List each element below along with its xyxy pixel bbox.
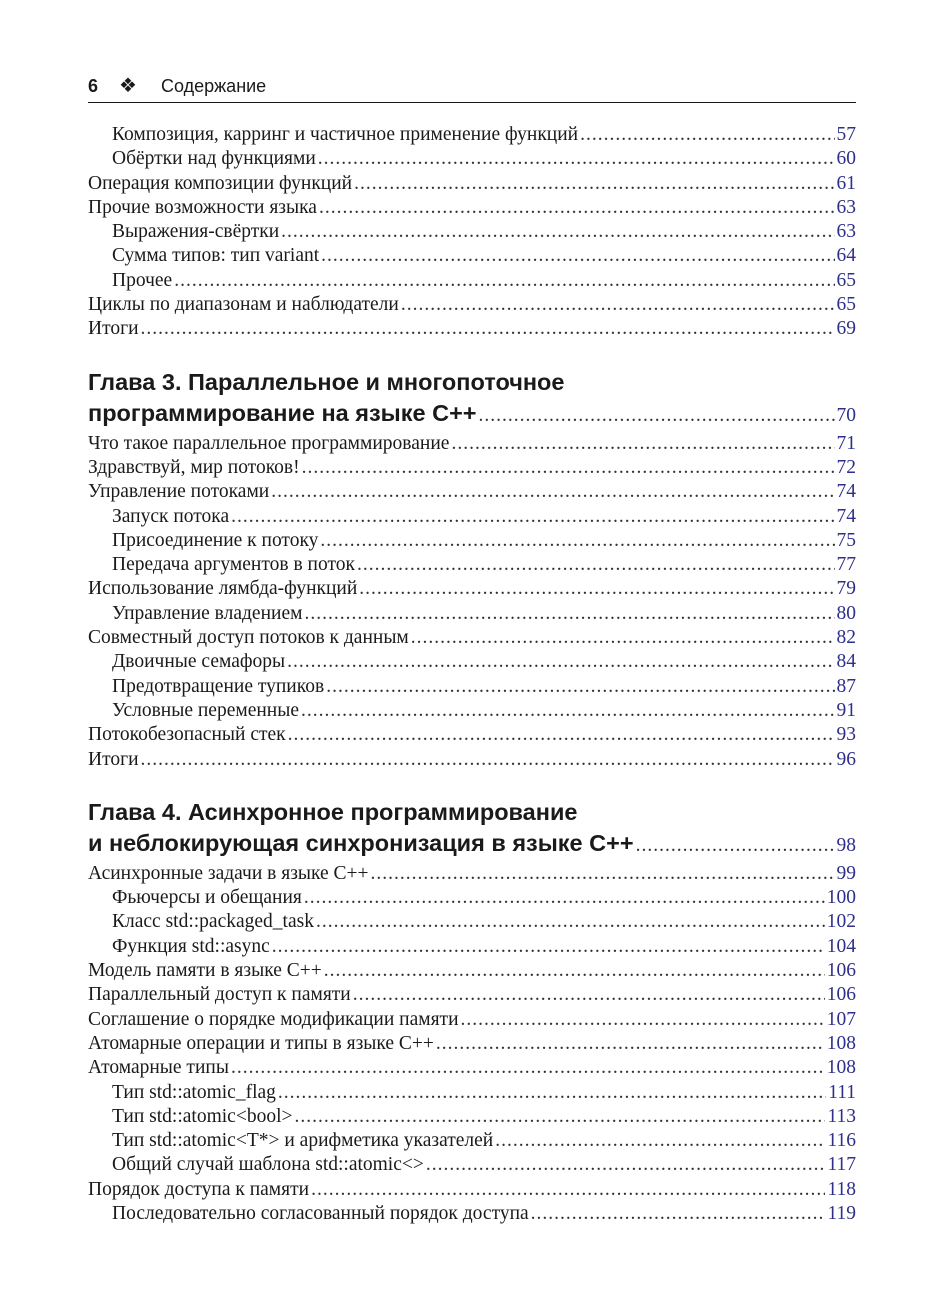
- toc-entry-page: 75: [836, 529, 856, 551]
- dot-leader: [318, 147, 835, 171]
- toc-entry-page: 99: [836, 862, 856, 884]
- toc-entry-title: Управление потоками: [88, 481, 270, 503]
- page-number: 6: [88, 76, 99, 96]
- toc-entry-page: 118: [827, 1178, 856, 1200]
- toc-entry-title: Операция композиции функций: [88, 172, 353, 194]
- dot-leader: [288, 723, 835, 747]
- toc-entry-title: Предотвращение тупиков: [112, 675, 325, 697]
- toc-section-continued: [88, 123, 856, 342]
- toc-entry-title: Сумма типов: тип variant: [112, 245, 320, 267]
- toc-entry[interactable]: [88, 317, 856, 341]
- toc-entry[interactable]: [88, 505, 856, 529]
- dot-leader: [324, 959, 825, 983]
- dot-leader: [401, 293, 835, 317]
- toc-entry-title: Тип std::atomic<T*> и арифметика указателей: [112, 1130, 494, 1152]
- toc-entry-page: 111: [828, 1081, 856, 1103]
- toc-entry[interactable]: [88, 1129, 856, 1153]
- toc-entry-page: 96: [836, 748, 856, 770]
- toc-entry[interactable]: [88, 172, 856, 196]
- table-of-contents: [88, 123, 856, 1226]
- toc-entry-title: Запуск потока: [112, 505, 230, 527]
- dot-leader: [357, 553, 835, 577]
- toc-entry-title: Тип std::atomic<bool>: [112, 1105, 293, 1127]
- toc-entry[interactable]: [88, 1202, 856, 1226]
- dot-leader: [141, 317, 835, 341]
- dot-leader: [304, 886, 825, 910]
- toc-entry-title: Соглашение о порядке модификации памяти: [88, 1008, 459, 1030]
- toc-entry-page: 82: [836, 627, 856, 649]
- toc-entry[interactable]: [88, 886, 856, 910]
- toc-entry[interactable]: [88, 577, 856, 601]
- toc-entry-title: Композиция, карринг и частичное применение функций: [112, 124, 579, 145]
- dot-leader: [319, 196, 835, 220]
- toc-entry[interactable]: [88, 196, 856, 220]
- toc-entry-page: 74: [836, 481, 856, 503]
- dot-leader: [272, 935, 825, 959]
- dot-leader: [495, 1129, 825, 1153]
- toc-entry-title: Здравствуй, мир потоков!: [88, 456, 300, 478]
- toc-entry-title: Модель памяти в языке C++: [88, 960, 322, 982]
- toc-entry-title: Условные переменные: [112, 699, 299, 721]
- toc-entry-title: Параллельный доступ к памяти: [88, 984, 351, 1006]
- toc-entry-page: 57: [836, 124, 856, 145]
- toc-entry-page: 113: [827, 1105, 856, 1127]
- toc-entry-page: 119: [827, 1202, 856, 1224]
- dot-leader: [302, 456, 835, 480]
- toc-entry-page: 116: [827, 1130, 856, 1152]
- dot-leader: [301, 699, 835, 723]
- dot-leader: [479, 400, 835, 431]
- toc-entry-title: Атомарные операции и типы в языке C++: [88, 1032, 434, 1054]
- toc-entry-title: Что такое параллельное программирование: [88, 432, 450, 454]
- dot-leader: [354, 172, 834, 196]
- toc-entry[interactable]: [88, 293, 856, 317]
- dot-leader: [295, 1105, 826, 1129]
- toc-entry-title: Класс std::packaged_task: [112, 911, 314, 933]
- toc-entry-page: 80: [836, 602, 856, 624]
- toc-entry-page: 106: [826, 984, 856, 1006]
- dot-leader: [231, 1056, 825, 1080]
- toc-entry[interactable]: [88, 1008, 856, 1032]
- toc-entry-page: 79: [836, 578, 856, 600]
- chapter-title-line2: и неблокирующая синхронизация в языке C++: [88, 829, 634, 856]
- toc-entry[interactable]: [88, 983, 856, 1007]
- dot-leader: [304, 602, 834, 626]
- toc-entry[interactable]: [88, 1153, 856, 1177]
- chapter-heading-4[interactable]: [88, 797, 856, 859]
- dot-leader: [311, 1178, 825, 1202]
- toc-entry-title: Потокобезопасный стек: [88, 724, 286, 746]
- toc-entry-title: Атомарные типы: [88, 1057, 229, 1079]
- running-header: [88, 72, 856, 103]
- toc-entry[interactable]: [88, 862, 856, 886]
- toc-entry-title: Итоги: [88, 318, 139, 340]
- toc-entry-page: 108: [826, 1032, 856, 1054]
- dot-leader: [371, 862, 835, 886]
- toc-entry[interactable]: [88, 1178, 856, 1202]
- toc-entry-title: Прочие возможности языка: [88, 196, 317, 218]
- running-title: Содержание: [161, 76, 267, 96]
- dot-leader: [271, 480, 834, 504]
- dot-leader: [636, 830, 835, 861]
- toc-entry[interactable]: [88, 123, 856, 147]
- dot-leader: [436, 1032, 825, 1056]
- chapter-heading-3[interactable]: [88, 367, 856, 429]
- dot-leader: [287, 650, 834, 674]
- toc-entry[interactable]: [88, 699, 856, 723]
- toc-entry-title: Последовательно согласованный порядок доступа: [112, 1202, 529, 1224]
- dot-leader: [281, 220, 834, 244]
- toc-entry-page: 108: [826, 1057, 856, 1079]
- toc-entry-page: 65: [836, 294, 856, 316]
- dot-leader: [278, 1081, 826, 1105]
- toc-entry-title: Выражения-свёртки: [112, 221, 280, 243]
- toc-entry[interactable]: [88, 1056, 856, 1080]
- chapter-title-line2: программирование на языке C++: [88, 399, 477, 426]
- toc-entry-page: 107: [826, 1008, 856, 1030]
- toc-entry[interactable]: [88, 959, 856, 983]
- toc-entry-page: 102: [826, 911, 856, 933]
- toc-entry-page: 65: [836, 269, 856, 291]
- dot-leader: [174, 269, 834, 293]
- chapter-page-number: 98: [836, 834, 856, 856]
- toc-entry[interactable]: [88, 748, 856, 772]
- toc-entry[interactable]: [88, 650, 856, 674]
- toc-entry[interactable]: [88, 456, 856, 480]
- toc-entry-title: Общий случай шаблона std::atomic<>: [112, 1154, 424, 1176]
- ornament-icon: ❖: [119, 75, 137, 97]
- dot-leader: [326, 675, 834, 699]
- toc-entry-page: 61: [836, 172, 856, 194]
- toc-entry-page: 93: [836, 724, 856, 746]
- toc-entry[interactable]: [88, 602, 856, 626]
- dot-leader: [461, 1008, 825, 1032]
- toc-entry[interactable]: [88, 935, 856, 959]
- dot-leader: [451, 432, 834, 456]
- toc-entry-title: Использование лямбда-функций: [88, 578, 358, 600]
- toc-entry-page: 87: [836, 675, 856, 697]
- toc-entry-title: Совместный доступ потоков к данным: [88, 627, 409, 649]
- toc-entry-page: 91: [836, 699, 856, 721]
- toc-entry-title: Асинхронные задачи в языке C++: [88, 862, 369, 884]
- dot-leader: [531, 1202, 826, 1226]
- toc-entry[interactable]: [88, 723, 856, 747]
- toc-entry-page: 117: [827, 1154, 856, 1176]
- dot-leader: [411, 626, 835, 650]
- toc-section-chapter4: [88, 862, 856, 1226]
- toc-entry-title: Функция std::async: [112, 935, 270, 957]
- toc-entry[interactable]: [88, 269, 856, 293]
- toc-entry[interactable]: [88, 553, 856, 577]
- toc-entry-title: Итоги: [88, 748, 139, 770]
- chapter-title-line1: Глава 4. Асинхронное программирование: [88, 798, 578, 825]
- toc-entry-title: Прочее: [112, 269, 173, 291]
- toc-entry-page: 71: [836, 432, 856, 454]
- toc-entry[interactable]: [88, 910, 856, 934]
- toc-entry-page: 69: [836, 318, 856, 340]
- toc-entry[interactable]: [88, 1032, 856, 1056]
- toc-entry[interactable]: [88, 529, 856, 553]
- toc-entry-page: 63: [836, 221, 856, 243]
- dot-leader: [353, 983, 825, 1007]
- toc-entry-page: 64: [836, 245, 856, 267]
- toc-entry-title: Присоединение к потоку: [112, 529, 319, 551]
- toc-entry[interactable]: [88, 220, 856, 244]
- toc-entry[interactable]: [88, 432, 856, 456]
- toc-entry-title: Двоичные семафоры: [112, 651, 286, 673]
- dot-leader: [320, 529, 834, 553]
- toc-entry-title: Фьючерсы и обещания: [112, 887, 302, 909]
- toc-entry-title: Передача аргументов в поток: [112, 554, 355, 576]
- toc-entry[interactable]: [88, 147, 856, 171]
- toc-entry[interactable]: [88, 244, 856, 268]
- toc-entry-title: Управление владением: [112, 602, 303, 624]
- toc-entry-page: 77: [836, 554, 856, 576]
- dot-leader: [316, 910, 825, 934]
- toc-entry[interactable]: [88, 480, 856, 504]
- dot-leader: [580, 123, 834, 147]
- toc-entry-page: 60: [836, 148, 856, 170]
- toc-entry-page: 100: [826, 887, 856, 909]
- dot-leader: [141, 748, 835, 772]
- dot-leader: [321, 244, 834, 268]
- dot-leader: [426, 1153, 826, 1177]
- toc-entry-page: 63: [836, 196, 856, 218]
- chapter-page-number: 70: [836, 404, 856, 426]
- toc-entry-page: 106: [826, 960, 856, 982]
- toc-entry-title: Обёртки над функциями: [112, 148, 316, 170]
- toc-entry-page: 104: [826, 935, 856, 957]
- toc-entry-page: 74: [836, 505, 856, 527]
- toc-entry-page: 84: [836, 651, 856, 673]
- dot-leader: [231, 505, 834, 529]
- toc-section-chapter3: [88, 432, 856, 772]
- toc-entry-title: Порядок доступа к памяти: [88, 1178, 310, 1200]
- toc-entry-title: Тип std::atomic_flag: [112, 1081, 276, 1103]
- toc-entry[interactable]: [88, 675, 856, 699]
- toc-entry[interactable]: [88, 1081, 856, 1105]
- toc-entry-page: 72: [836, 456, 856, 478]
- toc-entry-title: Циклы по диапазонам и наблюдатели: [88, 294, 399, 316]
- toc-entry[interactable]: [88, 1105, 856, 1129]
- toc-entry[interactable]: [88, 626, 856, 650]
- dot-leader: [359, 577, 834, 601]
- chapter-title-line1: Глава 3. Параллельное и многопоточное: [88, 368, 565, 395]
